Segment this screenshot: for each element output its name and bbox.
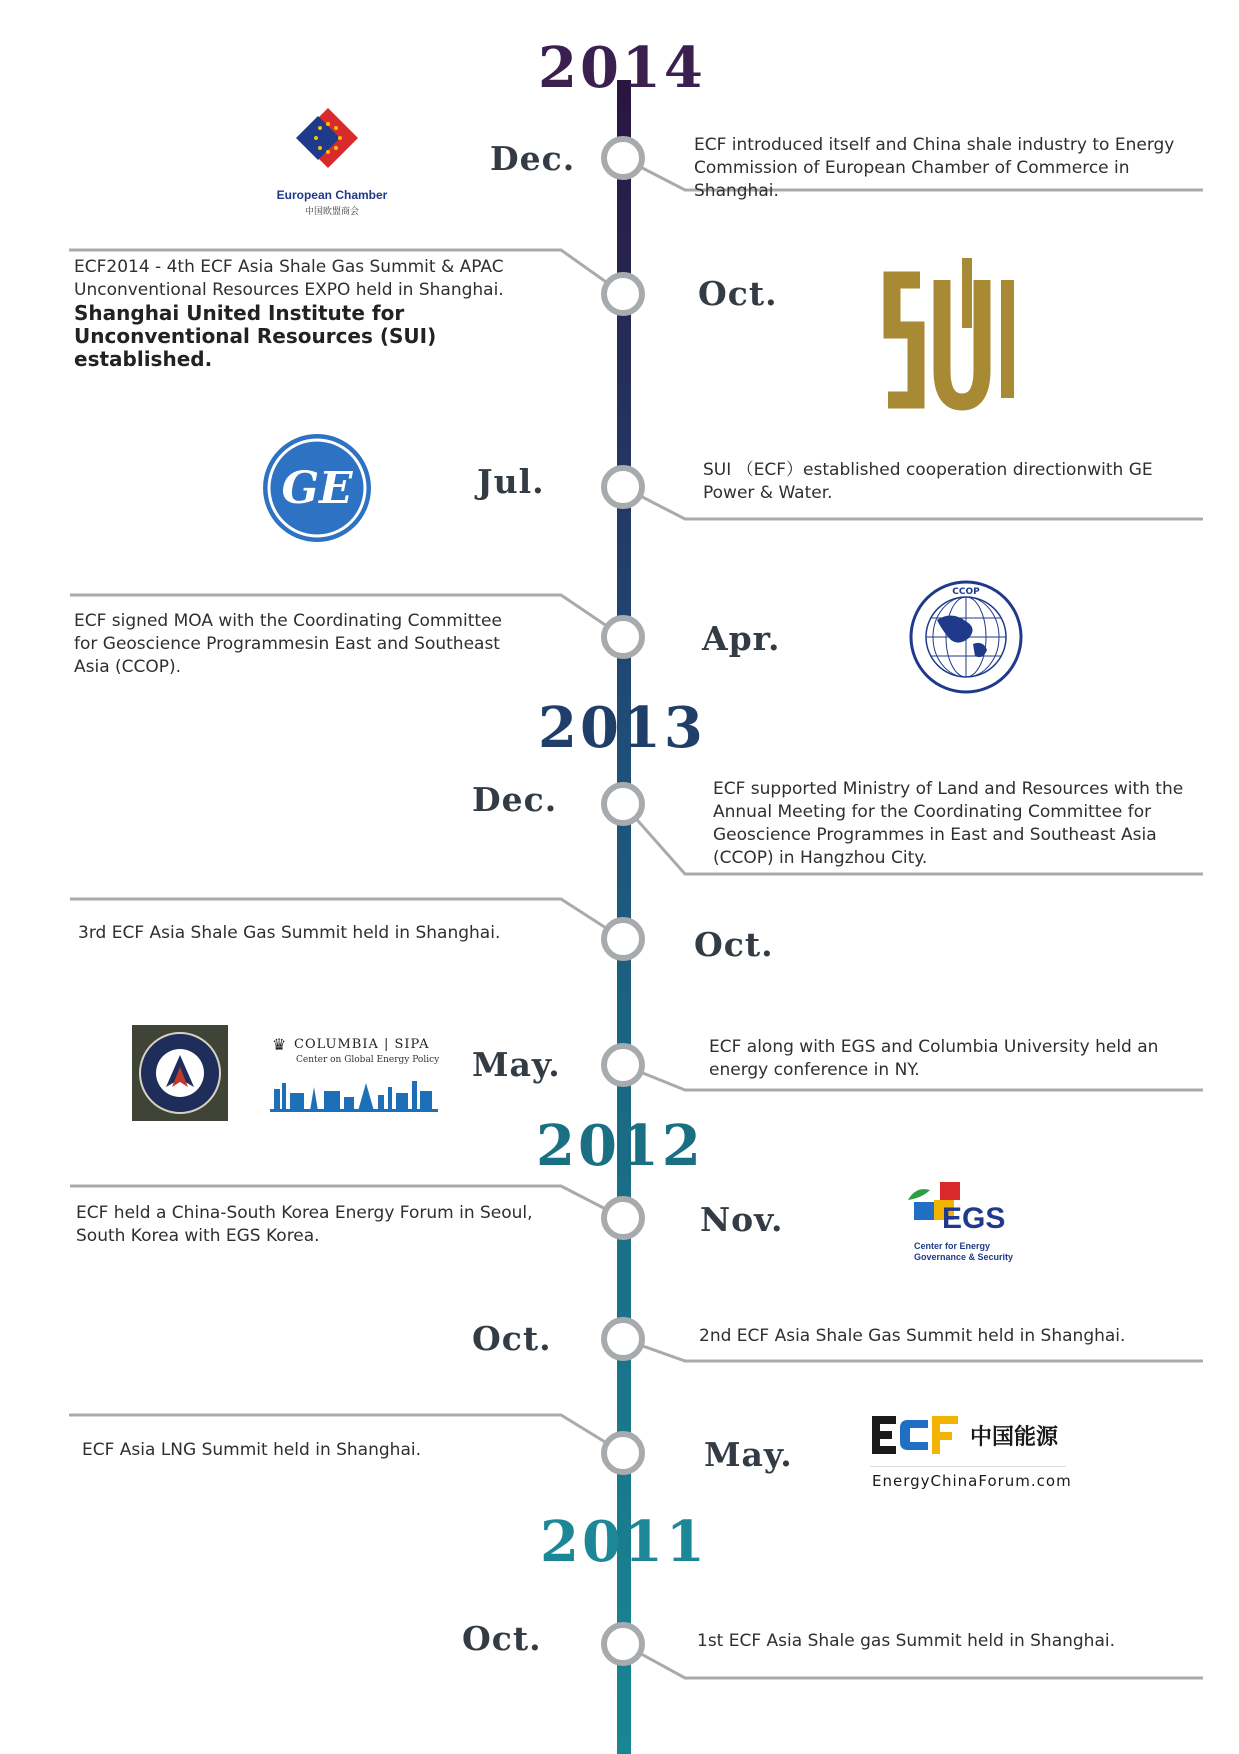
event-description: ECF along with EGS and Columbia University held an energy conference in NY.	[709, 1037, 1159, 1080]
columbia-sipa-logo	[270, 1035, 440, 1115]
month-label: Oct.	[462, 1619, 542, 1658]
ccop-globe-icon	[907, 580, 1025, 694]
month-label: Oct.	[698, 274, 778, 313]
timeline-node	[604, 468, 642, 506]
european-chamber-name: European Chamber	[276, 188, 388, 202]
timeline-node	[604, 1625, 642, 1663]
nyiuc-logo	[132, 1025, 228, 1121]
timeline-node	[604, 1320, 642, 1358]
event-description: 1st ECF Asia Shale gas Summit held in Shanghai.	[697, 1631, 1116, 1651]
sui-logo	[880, 250, 1020, 420]
egs-logo-text: EGS	[942, 1202, 1006, 1235]
ecf-url: EnergyChinaForum.com	[872, 1472, 1072, 1490]
timeline-node	[604, 1199, 642, 1237]
crown-icon: ♛	[272, 1035, 287, 1054]
year-2013-label: 2013	[538, 695, 706, 761]
month-label: Oct.	[694, 925, 774, 964]
year-2011-label: 2011	[540, 1509, 708, 1575]
timeline-node	[604, 1434, 642, 1472]
event-description-highlight: Shanghai United Institute for Unconventional Resources (SUI) established.	[74, 301, 437, 371]
event-description: ECF introduced itself and China shale industry to Energy Commission of European Chamber of Commerce in Shanghai.	[694, 135, 1175, 201]
columbia-sipa-subtitle: Center on Global Energy Policy	[296, 1055, 440, 1065]
month-label: Dec.	[472, 780, 558, 819]
year-2012-label: 2012	[536, 1113, 704, 1179]
event-description: ECF supported Ministry of Land and Resources with the Annual Meeting for the Coordinating Committee for Geoscience Programmes in East and Southeast Asia (CCOP) in Hangzhou City.	[713, 779, 1184, 868]
timeline-axis	[617, 80, 631, 1754]
month-label: Dec.	[490, 139, 576, 178]
european-chamber-emblem-icon	[266, 104, 396, 184]
egs-subtitle-1: Center for Energy	[914, 1241, 991, 1251]
ecf-chinese-text: 中国能源	[970, 1425, 1059, 1450]
month-label: May.	[704, 1435, 793, 1474]
ge-logo-text: GE	[281, 463, 353, 514]
timeline-node	[604, 139, 642, 177]
event-description: ECF held a China-South Korea Energy Forum in Seoul, South Korea with EGS Korea.	[76, 1203, 533, 1246]
energy-skyline-icon	[270, 1073, 438, 1113]
ge-logo	[261, 432, 373, 544]
nyiuc-seal-icon	[132, 1025, 228, 1121]
timeline-node	[604, 1046, 642, 1084]
egs-subtitle-2: Governance & Security	[914, 1252, 1014, 1262]
event-description: 3rd ECF Asia Shale Gas Summit held in Shanghai.	[78, 923, 501, 943]
timeline-node	[604, 618, 642, 656]
timeline-node	[604, 275, 642, 313]
event-description: ECF Asia LNG Summit held in Shanghai.	[82, 1440, 421, 1460]
event-description: 2nd ECF Asia Shale Gas Summit held in Shanghai.	[699, 1326, 1126, 1346]
sui-logo-icon	[880, 250, 1020, 420]
month-label: Apr.	[702, 619, 781, 658]
european-chamber-subtitle: 中国欧盟商会	[304, 206, 359, 216]
ecf-logo	[870, 1410, 1070, 1496]
timeline-node	[604, 785, 642, 823]
month-label: May.	[472, 1045, 561, 1084]
month-label: Nov.	[700, 1200, 784, 1239]
columbia-sipa-title: COLUMBIA | SIPA	[294, 1037, 430, 1052]
month-label: Jul.	[477, 462, 545, 501]
event-description-text: ECF2014 - 4th ECF Asia Shale Gas Summit & APAC Unconventional Resources EXPO held in Shanghai.	[74, 257, 504, 300]
timeline-node	[604, 920, 642, 958]
european-chamber-logo	[266, 104, 396, 219]
egs-logo	[904, 1178, 1024, 1268]
ecf-wordmark-icon	[870, 1414, 960, 1456]
ecf-divider	[870, 1466, 1066, 1467]
ccop-logo-text: CCOP	[952, 587, 980, 597]
event-description: ECF signed MOA with the Coordinating Committee for Geoscience Programmesin East and Southeast Asia (CCOP).	[74, 611, 502, 677]
event-description: SUI （ECF）established cooperation directionwith GE Power & Water.	[703, 460, 1153, 503]
month-label: Oct.	[472, 1319, 552, 1358]
ge-monogram-icon	[261, 432, 373, 544]
year-2014-label: 2014	[538, 35, 706, 101]
ccop-logo	[907, 580, 1025, 694]
event-description	[74, 256, 574, 371]
